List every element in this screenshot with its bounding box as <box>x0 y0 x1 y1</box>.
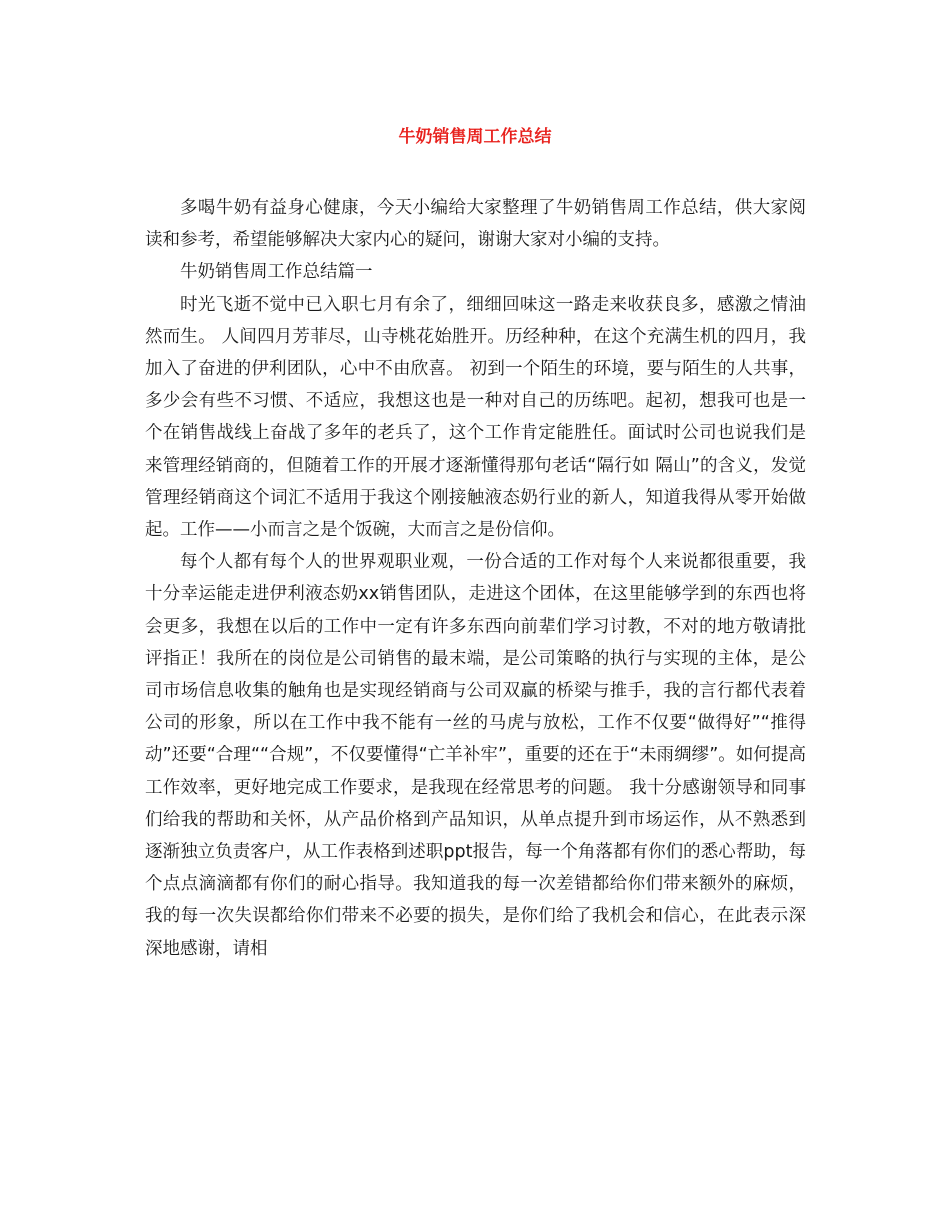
body-paragraph: 时光飞逝不觉中已入职七月有余了，细细回味这一路走来收获良多，感激之情油然而生。 人间四月芳菲尽，山寺桃花始胜开。历经种种，在这个充满生机的四月，我加入了奋进的伊利团队，心中不由欣喜。 初到一个陌生的环境，要与陌生的人共事，多少会有些不习惯、不适应，我想这也是一种对自己的历练吧。起初，想我可也是一个在销售战线上奋战了多年的老兵了，这个工作肯定能胜任。面试时公司也说我们是来管理经销商的，但随着工作的开展才逐渐懂得那句老话“隔行如 隔山”的含义，发觉管理经销商这个词汇不适用于我这个刚接触液态奶行业的新人，知道我得从零开始做起。工作——小而言之是个饭碗，大而言之是份信仰。 <box>145 294 806 541</box>
body-paragraph: 每个人都有每个人的世界观职业观，一份合适的工作对每个人来说都很重要，我十分幸运能走进伊利液态奶xx销售团队，走进这个团体，在这里能够学到的东西也将会更多，我想在以后的工作中一定有许多东西向前辈们学习讨教，不对的地方敬请批评指正！我所在的岗位是公司销售的最末端，是公司策略的执行与实现的主体，是公司市场信息收集的触角也是实现经销商与公司双赢的桥梁与推手，我的言行都代表着公司的形象，所以在工作中我不能有一丝的马虎与放松，工作不仅要“做得好”“推得动”还要“合理““合规”，不仅要懂得“亡羊补牢”，重要的还在于“未雨绸缪”。如何提高工作效率，更好地完成工作要求，是我现在经常思考的问题。 我十分感谢领导和同事们给我的帮助和关怀，从产品价格到产品知识，从单点提升到市场运作，从不熟悉到逐渐独立负责客户，从工作表格到述职ppt报告，每一个角落都有你们的悉心帮助，每个点点滴滴都有你们的耐心指导。我知道我的每一次差错都给你们带来额外的麻烦，我的每一次失误都给你们带来不必要的损失，是你们给了我机会和信心，在此表示深深地感谢，请相 <box>145 552 806 959</box>
section-heading: 牛奶销售周工作总结篇一 <box>180 262 373 283</box>
intro-paragraph: 多喝牛奶有益身心健康，今天小编给大家整理了牛奶销售周工作总结，供大家阅读和参考，希望能够解决大家内心的疑问，谢谢大家对小编的支持。 <box>145 198 806 251</box>
document-title: 牛奶销售周工作总结 <box>398 127 552 147</box>
document-body <box>145 192 806 965</box>
